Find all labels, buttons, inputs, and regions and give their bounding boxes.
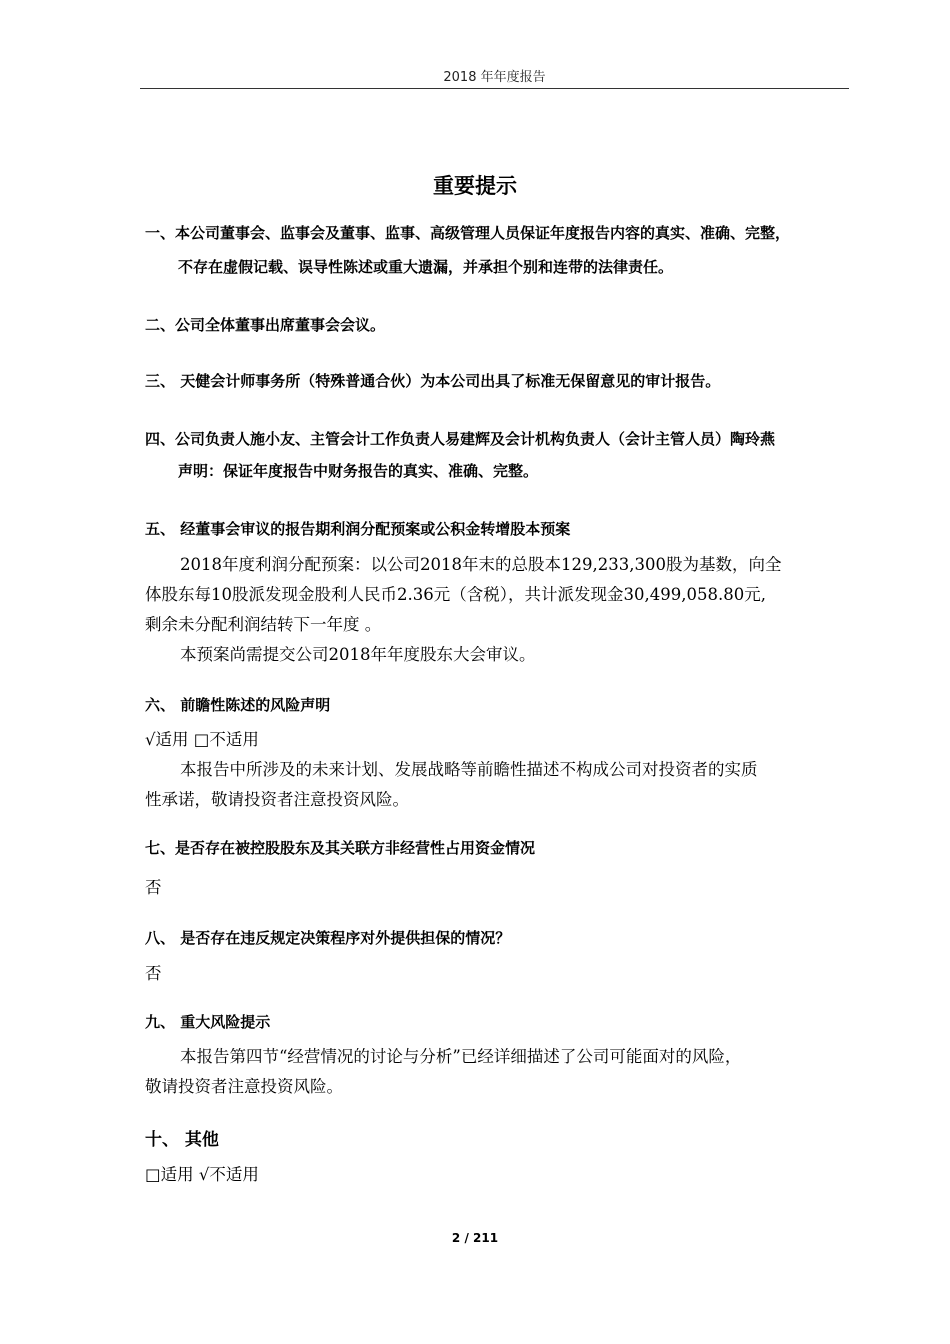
section-8-heading: 八、 是否存在违反规定决策程序对外提供担保的情况？ xyxy=(145,929,511,947)
section-6-heading: 六、 前瞻性陈述的风险声明 xyxy=(145,696,331,714)
section-7-heading: 七、是否存在被控股股东及其关联方非经营性占用资金情况 xyxy=(145,839,536,857)
page-number: 2 / 211 xyxy=(451,1231,499,1245)
section-6-options: √适用 □不适用 xyxy=(145,730,259,749)
section-1-line-1: 一、本公司董事会、监事会及董事、监事、高级管理人员保证年度报告内容的真实、准确、完整， xyxy=(145,224,791,242)
section-5-para-line-3: 剩余未分配利润结转下一年度 。 xyxy=(145,615,382,634)
section-9-para-line-1: 本报告第四节“经营情况的讨论与分析”已经详细描述了公司可能面对的风险， xyxy=(180,1047,742,1066)
running-header: 2018 年年度报告 xyxy=(443,70,546,85)
section-5-para-line-4: 本预案尚需提交公司2018年年度股东大会审议。 xyxy=(180,645,536,664)
section-4-line-2: 声明：保证年度报告中财务报告的真实、准确、完整。 xyxy=(178,462,539,480)
section-6-para-line-1: 本报告中所涉及的未来计划、发展战略等前瞻性描述不构成公司对投资者的实质 xyxy=(180,760,758,779)
section-5-heading: 五、 经董事会审议的报告期利润分配预案或公积金转增股本预案 xyxy=(145,520,571,538)
section-10-options: □适用 √不适用 xyxy=(145,1165,259,1184)
section-4-line-1: 四、公司负责人施小友、主管会计工作负责人易建辉及会计机构负责人（会计主管人员）陶玲燕 xyxy=(145,430,776,448)
section-5-para-line-1: 2018年度利润分配预案：以公司2018年末的总股本129,233,300股为基数，向全 xyxy=(180,555,782,574)
page-title: 重要提示 xyxy=(433,174,517,198)
section-9-para-line-2: 敬请投资者注意投资风险。 xyxy=(145,1077,343,1096)
section-7-answer: 否 xyxy=(145,878,162,897)
section-8-answer: 否 xyxy=(145,964,162,983)
section-3: 三、 天健会计师事务所（特殊普通合伙）为本公司出具了标准无保留意见的审计报告。 xyxy=(145,372,721,390)
section-10-heading: 十、 其他 xyxy=(145,1130,219,1150)
header-divider xyxy=(140,88,849,89)
section-1-line-2: 不存在虚假记载、误导性陈述或重大遗漏，并承担个别和连带的法律责任。 xyxy=(178,258,674,276)
section-6-para-line-2: 性承诺，敬请投资者注意投资风险。 xyxy=(145,790,409,809)
section-2: 二、公司全体董事出席董事会会议。 xyxy=(145,316,386,334)
section-9-heading: 九、 重大风险提示 xyxy=(145,1013,271,1031)
section-5-para-line-2: 体股东每10股派发现金股利人民币2.36元（含税），共计派发现金30,499,058.80元, xyxy=(145,585,766,604)
